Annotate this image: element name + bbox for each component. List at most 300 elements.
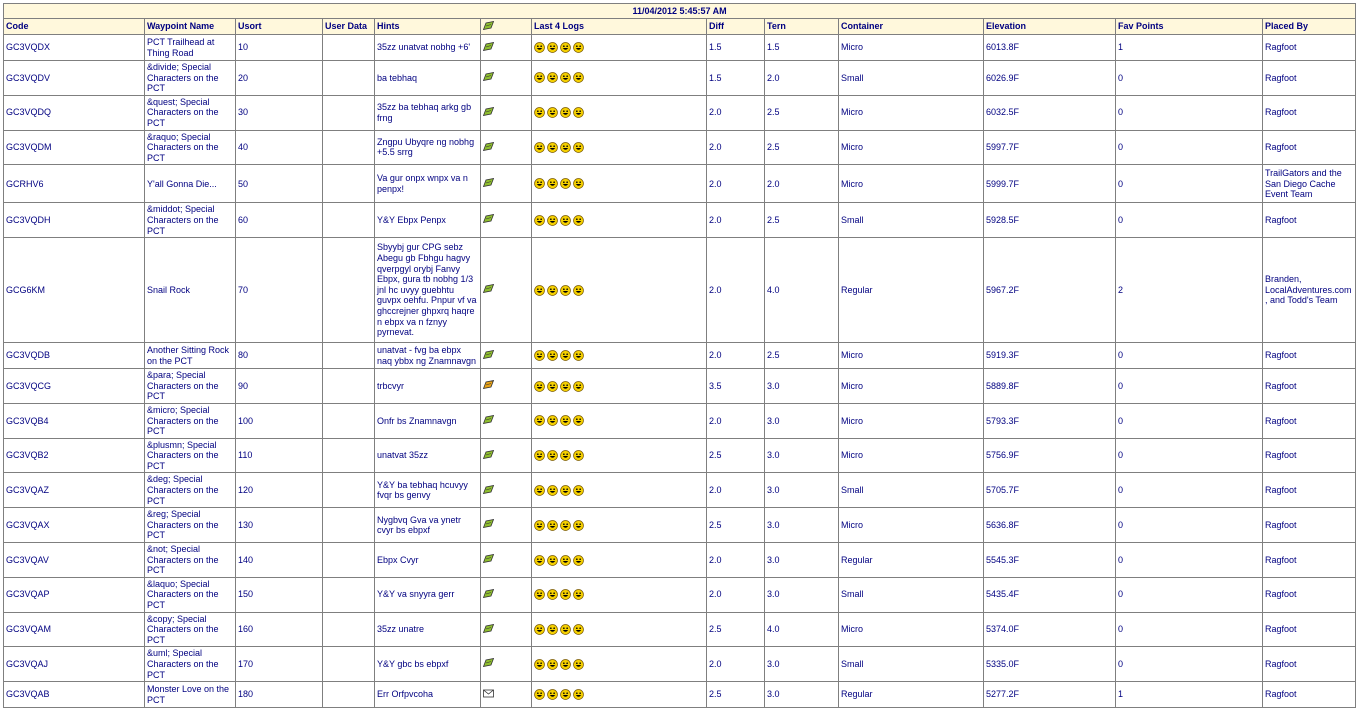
hint-text: Ebpx Cvyr — [375, 543, 481, 578]
last-4-logs-cell — [532, 438, 707, 473]
hint-text: Y&Y Ebpx Penpx — [375, 203, 481, 238]
log-icons — [534, 42, 586, 52]
traditional-cache-icon — [483, 350, 494, 362]
table-row[interactable] — [4, 612, 1356, 647]
usort-value: 90 — [236, 369, 323, 404]
container-value: Micro — [839, 35, 984, 61]
found-it-smiley-icon — [547, 415, 560, 426]
col-header-container[interactable]: Container — [839, 19, 984, 35]
hint-text: 35zz unatvat nobhg +6' — [375, 35, 481, 61]
last-4-logs-cell — [532, 647, 707, 682]
elevation-value: 6013.8F — [984, 35, 1116, 61]
waypoint-code: GC3VQDM — [4, 130, 145, 165]
elevation-value: 5277.2F — [984, 682, 1116, 708]
table-row[interactable] — [4, 682, 1356, 708]
log-icons — [534, 589, 586, 599]
difficulty-value: 3.5 — [707, 369, 765, 404]
waypoint-name: Another Sitting Rock on the PCT — [145, 343, 236, 369]
container-value: Small — [839, 203, 984, 238]
fav-points-value: 0 — [1116, 647, 1263, 682]
usort-value: 80 — [236, 343, 323, 369]
difficulty-value: 2.0 — [707, 403, 765, 438]
fav-points-value: 0 — [1116, 369, 1263, 404]
log-icons — [534, 142, 586, 152]
user-data-value — [323, 343, 375, 369]
placed-by-value: Ragfoot — [1263, 577, 1356, 612]
placed-by-value: Ragfoot — [1263, 203, 1356, 238]
table-row[interactable] — [4, 238, 1356, 343]
elevation-value: 5997.7F — [984, 130, 1116, 165]
difficulty-value: 2.0 — [707, 543, 765, 578]
found-it-smiley-icon — [560, 42, 573, 53]
terrain-value: 1.5 — [765, 35, 839, 61]
usort-value: 60 — [236, 203, 323, 238]
log-icons — [534, 215, 586, 225]
waypoint-code: GC3VQAV — [4, 543, 145, 578]
traditional-cache-icon — [483, 142, 494, 154]
col-header-elevation[interactable]: Elevation — [984, 19, 1116, 35]
waypoint-code: GC3VQB4 — [4, 403, 145, 438]
fav-points-value: 0 — [1116, 165, 1263, 203]
cache-type-cell — [481, 238, 532, 343]
traditional-cache-icon — [483, 72, 494, 84]
table-row[interactable] — [4, 95, 1356, 130]
found-it-smiley-icon — [534, 380, 547, 391]
hint-text: Nygbvq Gva va ynetr cvyr bs ebpxf — [375, 508, 481, 543]
elevation-value: 5967.2F — [984, 238, 1116, 343]
col-header-usort[interactable]: Usort — [236, 19, 323, 35]
elevation-value: 5889.8F — [984, 369, 1116, 404]
found-it-smiley-icon — [573, 350, 586, 361]
fav-points-value: 0 — [1116, 612, 1263, 647]
waypoint-code: GC3VQDX — [4, 35, 145, 61]
hint-text: unatvat - fvg ba ebpx naq ybbx ng Znamnavgn — [375, 343, 481, 369]
difficulty-value: 2.0 — [707, 647, 765, 682]
col-header-hints[interactable]: Hints — [375, 19, 481, 35]
log-icons — [534, 689, 586, 699]
found-it-smiley-icon — [534, 215, 547, 226]
placed-by-value: Ragfoot — [1263, 403, 1356, 438]
elevation-value: 5999.7F — [984, 165, 1116, 203]
terrain-value: 2.5 — [765, 343, 839, 369]
container-value: Micro — [839, 343, 984, 369]
waypoint-name: Monster Love on the PCT — [145, 682, 236, 708]
last-4-logs-cell — [532, 203, 707, 238]
found-it-smiley-icon — [560, 72, 573, 83]
fav-points-value: 0 — [1116, 438, 1263, 473]
cache-type-cell — [481, 130, 532, 165]
found-it-smiley-icon — [573, 689, 586, 700]
usort-value: 100 — [236, 403, 323, 438]
traditional-cache-icon — [483, 450, 494, 462]
waypoint-name: &raquo; Special Characters on the PCT — [145, 130, 236, 165]
terrain-value: 3.0 — [765, 682, 839, 708]
cache-type-cell — [481, 577, 532, 612]
container-value: Small — [839, 577, 984, 612]
placed-by-value: Ragfoot — [1263, 95, 1356, 130]
difficulty-value: 2.0 — [707, 577, 765, 612]
terrain-value: 3.0 — [765, 473, 839, 508]
found-it-smiley-icon — [573, 554, 586, 565]
user-data-value — [323, 95, 375, 130]
usort-value: 70 — [236, 238, 323, 343]
hint-text: 35zz unatre — [375, 612, 481, 647]
table-row[interactable] — [4, 577, 1356, 612]
found-it-smiley-icon — [560, 107, 573, 118]
placed-by-value: Ragfoot — [1263, 473, 1356, 508]
usort-value: 180 — [236, 682, 323, 708]
found-it-smiley-icon — [547, 380, 560, 391]
terrain-value: 3.0 — [765, 403, 839, 438]
terrain-value: 2.5 — [765, 130, 839, 165]
difficulty-value: 2.5 — [707, 508, 765, 543]
container-value: Small — [839, 473, 984, 508]
user-data-value — [323, 61, 375, 96]
col-header-waypoint-name[interactable]: Waypoint Name — [145, 19, 236, 35]
found-it-smiley-icon — [560, 142, 573, 153]
fav-points-value: 0 — [1116, 403, 1263, 438]
container-value: Micro — [839, 95, 984, 130]
terrain-value: 3.0 — [765, 647, 839, 682]
waypoint-code: GC3VQDB — [4, 343, 145, 369]
found-it-smiley-icon — [573, 659, 586, 670]
log-icons — [534, 178, 586, 188]
waypoint-name: &not; Special Characters on the PCT — [145, 543, 236, 578]
col-header-type[interactable] — [481, 19, 532, 35]
waypoint-name: &copy; Special Characters on the PCT — [145, 612, 236, 647]
found-it-smiley-icon — [573, 72, 586, 83]
container-value: Micro — [839, 508, 984, 543]
waypoint-name: Y'all Gonna Die... — [145, 165, 236, 203]
waypoint-code: GC3VQDV — [4, 61, 145, 96]
elevation-value: 5928.5F — [984, 203, 1116, 238]
last-4-logs-cell — [532, 165, 707, 203]
waypoint-name: &para; Special Characters on the PCT — [145, 369, 236, 404]
found-it-smiley-icon — [547, 554, 560, 565]
usort-value: 20 — [236, 61, 323, 96]
difficulty-value: 2.5 — [707, 682, 765, 708]
placed-by-value: Ragfoot — [1263, 61, 1356, 96]
placed-by-value: Ragfoot — [1263, 647, 1356, 682]
table-row[interactable] — [4, 403, 1356, 438]
elevation-value: 5636.8F — [984, 508, 1116, 543]
user-data-value — [323, 438, 375, 473]
elevation-value: 5705.7F — [984, 473, 1116, 508]
cache-type-cell — [481, 35, 532, 61]
last-4-logs-cell — [532, 543, 707, 578]
cache-type-cell — [481, 369, 532, 404]
found-it-smiley-icon — [547, 350, 560, 361]
waypoint-code: GCG6KM — [4, 238, 145, 343]
container-value: Small — [839, 61, 984, 96]
usort-value: 170 — [236, 647, 323, 682]
hint-text: unatvat 35zz — [375, 438, 481, 473]
found-it-smiley-icon — [573, 485, 586, 496]
placed-by-value: Ragfoot — [1263, 682, 1356, 708]
found-it-smiley-icon — [547, 72, 560, 83]
log-icons — [534, 350, 586, 360]
found-it-smiley-icon — [573, 42, 586, 53]
traditional-cache-icon — [483, 42, 494, 54]
user-data-value — [323, 647, 375, 682]
difficulty-value: 2.0 — [707, 203, 765, 238]
terrain-value: 3.0 — [765, 369, 839, 404]
user-data-value — [323, 238, 375, 343]
waypoint-code: GC3VQAB — [4, 682, 145, 708]
hint-text: ba tebhaq — [375, 61, 481, 96]
report-timestamp: 11/04/2012 5:45:57 AM — [4, 4, 1356, 19]
found-it-smiley-icon — [534, 415, 547, 426]
found-it-smiley-icon — [573, 450, 586, 461]
user-data-value — [323, 35, 375, 61]
user-data-value — [323, 130, 375, 165]
table-row[interactable] — [4, 438, 1356, 473]
usort-value: 40 — [236, 130, 323, 165]
difficulty-value: 2.0 — [707, 165, 765, 203]
traditional-cache-icon — [483, 284, 494, 296]
found-it-smiley-icon — [534, 350, 547, 361]
found-it-smiley-icon — [573, 624, 586, 635]
log-icons — [534, 554, 586, 564]
col-header-diff[interactable]: Diff — [707, 19, 765, 35]
cache-type-cell — [481, 473, 532, 508]
log-icons — [534, 485, 586, 495]
found-it-smiley-icon — [560, 178, 573, 189]
container-value: Micro — [839, 165, 984, 203]
user-data-value — [323, 543, 375, 578]
event-cache-icon — [483, 380, 494, 392]
traditional-cache-icon — [483, 214, 494, 226]
cache-type-cell — [481, 203, 532, 238]
last-4-logs-cell — [532, 130, 707, 165]
fav-points-value: 0 — [1116, 95, 1263, 130]
hint-text: Zngpu Ubyqre ng nobhg +5.5 srrg — [375, 130, 481, 165]
table-row[interactable] — [4, 508, 1356, 543]
fav-points-value: 0 — [1116, 543, 1263, 578]
col-header-tern[interactable]: Tern — [765, 19, 839, 35]
table-row[interactable] — [4, 165, 1356, 203]
waypoint-code: GC3VQDQ — [4, 95, 145, 130]
container-value: Regular — [839, 543, 984, 578]
elevation-value: 6026.9F — [984, 61, 1116, 96]
found-it-smiley-icon — [547, 142, 560, 153]
terrain-value: 3.0 — [765, 438, 839, 473]
fav-points-value: 0 — [1116, 343, 1263, 369]
usort-value: 110 — [236, 438, 323, 473]
user-data-value — [323, 165, 375, 203]
user-data-value — [323, 612, 375, 647]
traditional-cache-icon — [483, 107, 494, 119]
table-row[interactable] — [4, 647, 1356, 682]
usort-value: 150 — [236, 577, 323, 612]
elevation-value: 5545.3F — [984, 543, 1116, 578]
col-header-fav-points[interactable]: Fav Points — [1116, 19, 1263, 35]
found-it-smiley-icon — [573, 178, 586, 189]
last-4-logs-cell — [532, 612, 707, 647]
found-it-smiley-icon — [547, 485, 560, 496]
cache-type-cell — [481, 61, 532, 96]
user-data-value — [323, 473, 375, 508]
traditional-cache-icon — [483, 519, 494, 531]
log-icons — [534, 520, 586, 530]
table-row[interactable] — [4, 203, 1356, 238]
waypoint-name: &micro; Special Characters on the PCT — [145, 403, 236, 438]
found-it-smiley-icon — [547, 107, 560, 118]
cache-type-cell — [481, 543, 532, 578]
traditional-cache-icon — [483, 178, 494, 190]
user-data-value — [323, 508, 375, 543]
terrain-value: 2.5 — [765, 203, 839, 238]
found-it-smiley-icon — [547, 659, 560, 670]
placed-by-value: Ragfoot — [1263, 543, 1356, 578]
last-4-logs-cell — [532, 61, 707, 96]
found-it-smiley-icon — [573, 107, 586, 118]
placed-by-value: Ragfoot — [1263, 343, 1356, 369]
found-it-smiley-icon — [547, 689, 560, 700]
found-it-smiley-icon — [573, 589, 586, 600]
terrain-value: 2.0 — [765, 165, 839, 203]
terrain-value: 2.0 — [765, 61, 839, 96]
table-row[interactable] — [4, 473, 1356, 508]
found-it-smiley-icon — [534, 554, 547, 565]
cache-type-cell — [481, 95, 532, 130]
log-icons — [534, 624, 586, 634]
cache-type-cell — [481, 343, 532, 369]
cache-type-cell — [481, 612, 532, 647]
waypoint-table — [3, 3, 1356, 708]
difficulty-value: 2.0 — [707, 473, 765, 508]
user-data-value — [323, 682, 375, 708]
container-value: Small — [839, 647, 984, 682]
waypoint-code: GC3VQAX — [4, 508, 145, 543]
waypoint-code: GC3VQCG — [4, 369, 145, 404]
placed-by-value: Ragfoot — [1263, 438, 1356, 473]
table-row[interactable] — [4, 130, 1356, 165]
found-it-smiley-icon — [560, 485, 573, 496]
container-value: Micro — [839, 369, 984, 404]
log-icons — [534, 415, 586, 425]
terrain-value: 4.0 — [765, 612, 839, 647]
found-it-smiley-icon — [560, 450, 573, 461]
log-icons — [534, 659, 586, 669]
found-it-smiley-icon — [534, 450, 547, 461]
cache-type-cell — [481, 403, 532, 438]
terrain-value: 3.0 — [765, 577, 839, 612]
cache-type-cell — [481, 647, 532, 682]
traditional-cache-icon — [483, 589, 494, 601]
cache-type-cell — [481, 682, 532, 708]
traditional-cache-icon — [483, 554, 494, 566]
fav-points-value: 0 — [1116, 130, 1263, 165]
found-it-smiley-icon — [547, 450, 560, 461]
difficulty-value: 2.0 — [707, 95, 765, 130]
column-header-row — [4, 19, 1356, 35]
waypoint-name: &laquo; Special Characters on the PCT — [145, 577, 236, 612]
found-it-smiley-icon — [534, 42, 547, 53]
log-icons — [534, 450, 586, 460]
fav-points-value: 1 — [1116, 35, 1263, 61]
found-it-smiley-icon — [560, 415, 573, 426]
hint-text: Y&Y va snyyra gerr — [375, 577, 481, 612]
waypoint-code: GC3VQAM — [4, 612, 145, 647]
fav-points-value: 0 — [1116, 203, 1263, 238]
table-row[interactable] — [4, 543, 1356, 578]
waypoint-name: &divide; Special Characters on the PCT — [145, 61, 236, 96]
table-row[interactable] — [4, 61, 1356, 96]
waypoint-name: &plusmn; Special Characters on the PCT — [145, 438, 236, 473]
fav-points-value: 0 — [1116, 473, 1263, 508]
last-4-logs-cell — [532, 35, 707, 61]
difficulty-value: 1.5 — [707, 61, 765, 96]
terrain-value: 4.0 — [765, 238, 839, 343]
last-4-logs-cell — [532, 403, 707, 438]
found-it-smiley-icon — [560, 350, 573, 361]
found-it-smiley-icon — [547, 285, 560, 296]
last-4-logs-cell — [532, 369, 707, 404]
found-it-smiley-icon — [534, 285, 547, 296]
hint-text: Y&Y ba tebhaq hcuvyy fvqr bs genvy — [375, 473, 481, 508]
found-it-smiley-icon — [534, 689, 547, 700]
cache-type-cell — [481, 165, 532, 203]
log-icons — [534, 285, 586, 295]
found-it-smiley-icon — [534, 178, 547, 189]
found-it-smiley-icon — [573, 415, 586, 426]
log-icons — [534, 72, 586, 82]
fav-points-value: 0 — [1116, 508, 1263, 543]
found-it-smiley-icon — [547, 178, 560, 189]
usort-value: 30 — [236, 95, 323, 130]
user-data-value — [323, 203, 375, 238]
last-4-logs-cell — [532, 577, 707, 612]
col-header-user-data[interactable]: User Data — [323, 19, 375, 35]
found-it-smiley-icon — [573, 142, 586, 153]
container-value: Regular — [839, 682, 984, 708]
col-header-last-4-logs[interactable]: Last 4 Logs — [532, 19, 707, 35]
container-value: Micro — [839, 130, 984, 165]
found-it-smiley-icon — [573, 380, 586, 391]
table-row[interactable] — [4, 369, 1356, 404]
elevation-value: 6032.5F — [984, 95, 1116, 130]
timestamp-row — [4, 4, 1356, 19]
usort-value: 50 — [236, 165, 323, 203]
found-it-smiley-icon — [560, 215, 573, 226]
usort-value: 140 — [236, 543, 323, 578]
waypoint-code: GC3VQDH — [4, 203, 145, 238]
waypoint-name: &quest; Special Characters on the PCT — [145, 95, 236, 130]
placed-by-value: Branden, LocalAdventures.com, and Todd's Team — [1263, 238, 1356, 343]
found-it-smiley-icon — [547, 215, 560, 226]
col-header-code[interactable]: Code — [4, 19, 145, 35]
waypoint-name: &middot; Special Characters on the PCT — [145, 203, 236, 238]
found-it-smiley-icon — [534, 589, 547, 600]
found-it-smiley-icon — [534, 107, 547, 118]
log-icons — [534, 107, 586, 117]
container-value: Micro — [839, 438, 984, 473]
container-value: Regular — [839, 238, 984, 343]
fav-points-value: 0 — [1116, 61, 1263, 96]
waypoint-name: &deg; Special Characters on the PCT — [145, 473, 236, 508]
fav-points-value: 0 — [1116, 577, 1263, 612]
table-row[interactable] — [4, 35, 1356, 61]
col-header-placed-by[interactable]: Placed By — [1263, 19, 1356, 35]
found-it-smiley-icon — [534, 659, 547, 670]
hint-text: 35zz ba tebhaq arkg gb frng — [375, 95, 481, 130]
traditional-cache-icon — [483, 658, 494, 670]
table-row[interactable] — [4, 343, 1356, 369]
log-icons — [534, 380, 586, 390]
elevation-value: 5919.3F — [984, 343, 1116, 369]
usort-value: 160 — [236, 612, 323, 647]
